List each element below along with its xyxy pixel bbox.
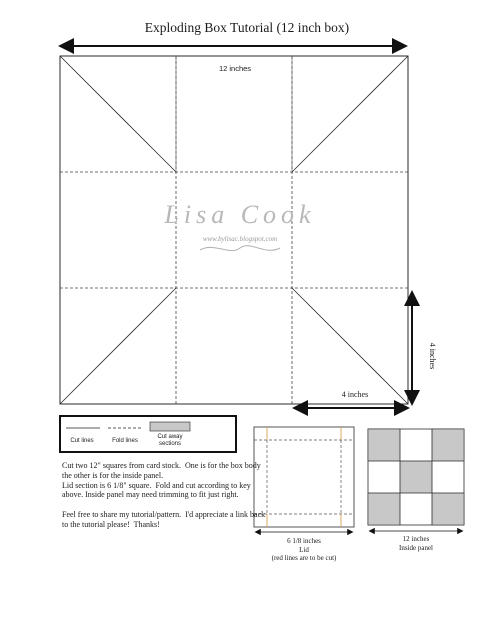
lid-caption bbox=[254, 537, 354, 563]
width-label-4-inches: 4 inches bbox=[341, 390, 369, 399]
instructions-text: Cut two 12" squares from card stock. One is for the box body the other is for the inside panel. Lid section is 6 1/8" square. Fold and cut according to key above. Inside panel may need trimming to fit just right. Feel free to share my tutorial/pattern. I'd appreciate a link back to the tutorial please! Thanks! bbox=[62, 461, 266, 529]
inside-panel bbox=[368, 429, 464, 525]
panel-size: 12 inches bbox=[402, 535, 430, 543]
key-fold-lines-label: Fold lines bbox=[112, 438, 138, 444]
key-cut-away-label: Cut away sections bbox=[157, 434, 183, 447]
height-label-4-inches bbox=[412, 336, 452, 376]
watermark-url: www.bylisac.blogspot.com bbox=[202, 235, 278, 243]
width-label-12-inches: 12 inches bbox=[218, 64, 252, 73]
page-title: Exploding Box Tutorial (12 inch box) bbox=[144, 20, 350, 35]
corner-cut-lines bbox=[60, 56, 408, 404]
panel-caption bbox=[366, 535, 466, 552]
side-panel-lines bbox=[176, 56, 292, 172]
lid-cut-lines bbox=[267, 427, 341, 527]
key-cut-away-sample bbox=[150, 422, 190, 431]
panel-label: Inside panel bbox=[398, 543, 433, 552]
lid-label: Lid bbox=[299, 545, 309, 554]
lid-size: 6 1/8 inches bbox=[287, 537, 321, 545]
key-cut-lines-label: Cut lines bbox=[70, 438, 94, 444]
watermark-name: Lisa Cook bbox=[164, 200, 316, 229]
watermark-flourish bbox=[200, 246, 280, 251]
lid-note: (red lines are to be cut) bbox=[271, 554, 337, 562]
height-label-text: 4 inches bbox=[428, 342, 437, 370]
